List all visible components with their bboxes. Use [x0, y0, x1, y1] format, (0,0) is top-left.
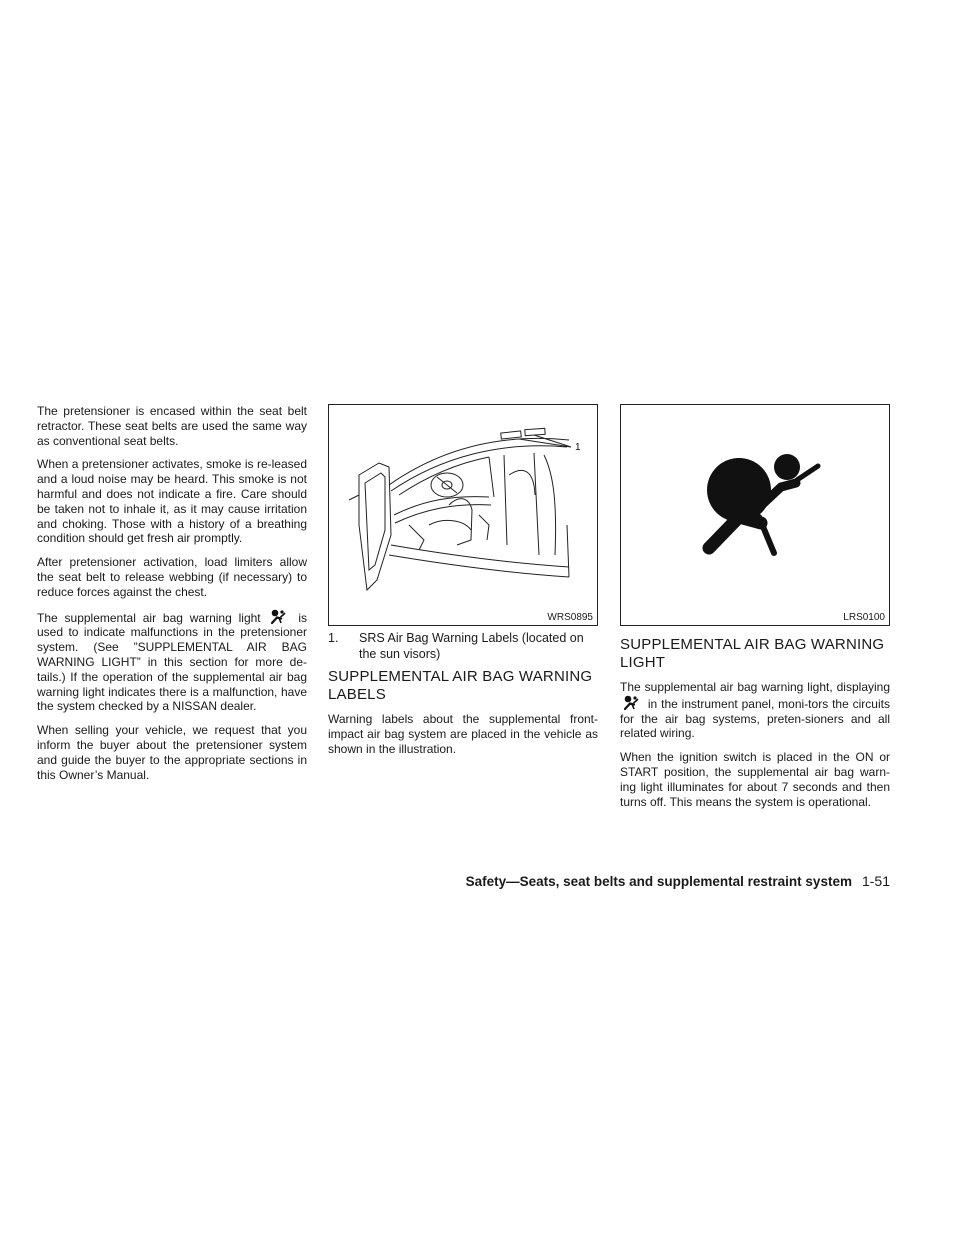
right-column	[620, 404, 890, 818]
paragraph-warning-light-displaying	[620, 680, 890, 741]
caption-number: 1.	[328, 631, 339, 645]
airbag-warning-symbol	[621, 405, 891, 627]
paragraph-ignition-switch: When the ignition switch is placed in the ON or START position, the supplemental air bag warn-ing light illuminates for about 7 seconds and then turns off. This means the system is operational.	[620, 750, 890, 809]
paragraph-pretensioner-encased: The pretensioner is encased within the seat belt retractor. These seat belts are used the same way as conventional seat belts.	[37, 404, 307, 448]
car-interior-illustration	[329, 405, 599, 627]
airbag-warning-icon	[269, 609, 289, 625]
warning-light-displaying-after: in the instrument panel, moni-tors the circuits for the air bag systems, preten-sioners and all related wiring.	[620, 696, 890, 741]
figure-air-bag-warning-light	[620, 404, 890, 626]
warning-light-text-before: The supplemental air bag warning light	[37, 610, 261, 625]
middle-column	[328, 404, 598, 765]
paragraph-selling-vehicle: When selling your vehicle, we request that you inform the buyer about the pretensioner system and guide the buyer to the appropriate sections in this Owner’s Manual.	[37, 723, 307, 782]
figure-code-lrs0100: LRS0100	[843, 612, 885, 623]
paragraph-load-limiters: After pretensioner activation, load limiters allow the seat belt to release webbing (if necessary) to reduce forces against the chest.	[37, 555, 307, 599]
figure-callout-number: 1	[575, 442, 581, 453]
airbag-warning-icon	[622, 695, 642, 711]
figure-air-bag-warning-labels	[328, 404, 598, 626]
page-number: 1-51	[861, 873, 890, 889]
footer-section-title: Safety—Seats, seat belts and supplemental restraint system	[465, 874, 852, 889]
paragraph-warning-light	[37, 609, 307, 715]
page-footer	[466, 872, 890, 891]
heading-warning-labels: SUPPLEMENTAL AIR BAG WARNING LABELS	[328, 668, 593, 703]
figure-caption	[328, 630, 598, 662]
paragraph-warning-labels: Warning labels about the supplemental front-impact air bag system are placed in the vehicle as shown in the illustration.	[328, 712, 598, 756]
heading-warning-light: SUPPLEMENTAL AIR BAG WARNING LIGHT	[620, 636, 885, 671]
figure-code-wrs0895: WRS0895	[547, 612, 593, 623]
left-column	[37, 404, 307, 791]
paragraph-pretensioner-activates: When a pretensioner activates, smoke is re-leased and a loud noise may be heard. This smoke is not harmful and does not indicate a fire. Care should be taken not to inhale it, as it may cause irritation and choking. Those with a history of a breathing condition should get fresh air promptly.	[37, 457, 307, 546]
caption-text: SRS Air Bag Warning Labels (located on the sun visors)	[359, 631, 584, 661]
warning-light-text-after: is used to indicate malfunctions in the pretensioner system. (See ”SUPPLEMENTAL AIR BAG WARNING LIGHT” in this section for more de-tails.) If the operation of the supplemental air bag warning light indicates there is a malfunction, have the system checked by a NISSAN dealer.	[37, 610, 307, 714]
warning-light-displaying-before: The supplemental air bag warning light, displaying	[620, 680, 890, 694]
